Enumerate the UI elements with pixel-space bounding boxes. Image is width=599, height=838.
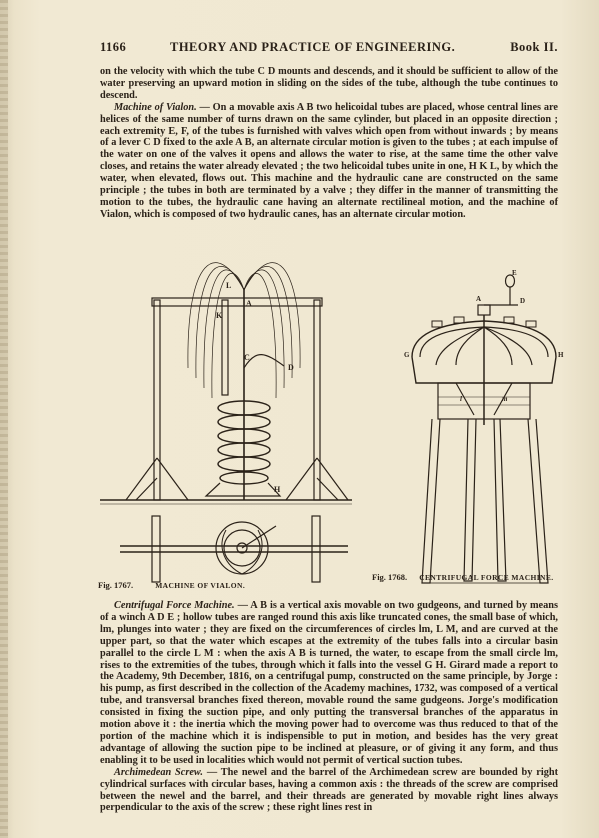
archimedean-paragraph (100, 767, 558, 815)
vialon-label-K: K (216, 311, 223, 320)
book-label: Book II. (510, 40, 558, 54)
figure-1768-number: Fig. 1768. (372, 572, 408, 582)
intro-paragraph: on the velocity with which the tube C D mounts and descends, and it should be sufficient to allow of the water preserving an upward motion in sliding on the sides of the tube, although the tube continues to descend. (100, 66, 558, 101)
vialon-paragraph (100, 102, 558, 221)
book-binding-edge (0, 0, 8, 838)
centrifugal-label-H: H (558, 351, 564, 359)
vialon-heading: Machine of Vialon. (114, 101, 197, 113)
centrifugal-body: — A B is a vertical axis movable on two gudgeons, and turned by means of a winch A D E ; hollow tubes are ranged round this axis like truncated cones, the small base of which, lm, plunges into water ; they are fixed on the circumferences of circles lm, L M, and are curved at the upper part, so that the water which escapes at the extremity of the tubes falls into a circular basin parallel to the circle L M : when the axis A B is turned, the water, to escape from the small circle lm, rises to the extremities of the tubes, through which it falls into the vessel G H. Girard made a report to the Academy, 9th December, 1816, on a centrifugal pump, constructed on the same principle, by Jorge : his pump, as first described in the collection of the Academy machines, 1732, was composed of a vertical tube, and transversal branches fixed thereon, movable round the same gudgeons. Jorge's modification consisted in fixing the suction pipe, and only putting the transversal branches of the apparatus in motion above it : the inertia which the moving power had to overcome was thus reduced to that of the portion of the machine which it is indispensible to put in motion, and besides has the very great advantage of allowing the suction pipe to be inclined at pleasure, or of giving it any form, and thus enabling it to be used in localities which would not permit of vertical suction tubes. (100, 600, 558, 766)
centrifugal-paragraph (100, 600, 558, 767)
figure-1767-name: MACHINE OF VIALON. (155, 581, 246, 590)
vialon-label-H: H (274, 485, 281, 494)
centrifugal-label-m: m (502, 395, 508, 403)
centrifugal-label-G: G (404, 351, 410, 359)
archimedean-body: — The newel and the barrel of the Archimedean screw are bounded by right cylindrical surfaces with circular bases, having a common axis : the threads of the screw are comprised between the newel and the barrel, and their threads are generated by movable right lines always perpendicular to the axis of the screw ; these right lines rest in (100, 766, 558, 814)
upper-text-block (100, 66, 558, 221)
figure-1767-machine-of-vialon (96, 248, 356, 588)
figure-1768-name: CENTRIFUGAL FORCE MACHINE. (419, 573, 554, 582)
running-header (100, 40, 558, 58)
figure-1767-caption (98, 580, 245, 590)
running-title: THEORY AND PRACTICE OF ENGINEERING. (170, 40, 456, 54)
centrifugal-label-E: E (512, 269, 517, 277)
vialon-label-L: L (226, 281, 232, 290)
page-number: 1166 (100, 40, 127, 54)
centrifugal-label-D: D (520, 297, 526, 305)
vialon-label-A: A (246, 299, 252, 308)
vialon-label-C: C (244, 353, 250, 362)
centrifugal-label-A: A (476, 295, 482, 303)
vialon-drawing (96, 248, 356, 588)
figure-1767-number: Fig. 1767. (98, 580, 134, 590)
lower-text-block (100, 600, 558, 814)
vialon-label-D: D (288, 363, 294, 372)
centrifugal-label-l: l (460, 395, 462, 403)
vialon-body: — On a movable axis A B two helicoidal tubes are placed, whose central lines are helices of the same number of turns drawn on the same cylinder, but placed in an opposite direction ; each extremity E, F, of the tubes is furnished with valves which open from without inwards ; by means of a lever C D fixed to the axle A B, an alternate circular motion is given to the tubes ; at each impulse of the water on one of the valves it opens and allows the water to rise, at the same time the other valve closes, and retains the water already elevated ; the two helicoidal tubes unite in one, H K L, by which the water, when elevated, flows out. This machine and the hydraulic cane are constructed on the same principle ; the tubes in both are terminated by a valve ; they differ in the manner of transmitting the motion to the tubes, the hydraulic cane having an alternate rectilineal motion, and the machine of Vialon, which is composed of two hydraulic canes, has an alternate circular motion. (100, 101, 558, 220)
figure-1768-caption (372, 572, 554, 582)
centrifugal-drawing (398, 265, 568, 590)
figure-1768-centrifugal-force-machine (398, 265, 568, 590)
centrifugal-heading: Centrifugal Force Machine. (114, 600, 235, 611)
archimedean-heading: Archimedean Screw. (114, 766, 203, 778)
